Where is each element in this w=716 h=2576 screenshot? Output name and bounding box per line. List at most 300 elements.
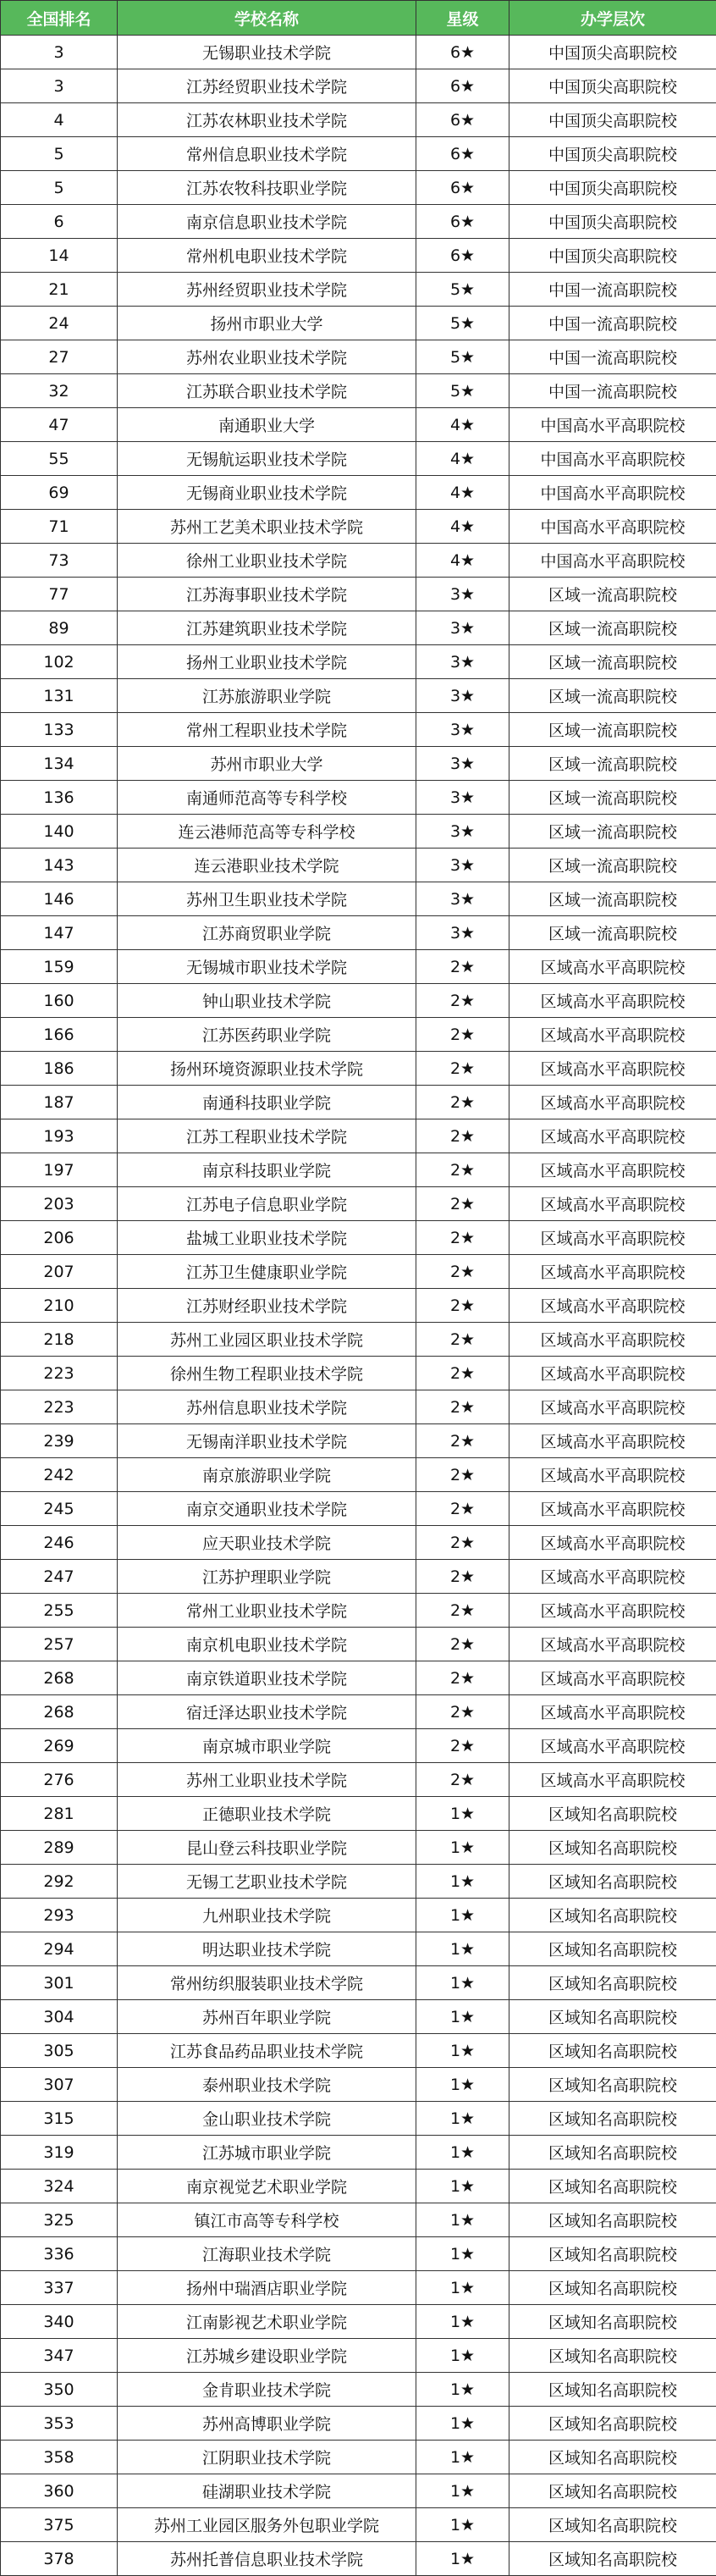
school-level-cell: 区域高水平高职院校 xyxy=(509,1357,716,1390)
school-level-cell: 区域高水平高职院校 xyxy=(509,1695,716,1729)
table-row xyxy=(1,137,716,171)
school-level-cell: 区域知名高职院校 xyxy=(509,2542,716,2576)
rank-cell: 6 xyxy=(1,205,118,239)
star-level-cell: 4★ xyxy=(416,408,509,442)
star-level-cell: 1★ xyxy=(416,2339,509,2373)
table-row xyxy=(1,307,716,340)
rank-cell: 32 xyxy=(1,374,118,408)
school-name-cell: 苏州经贸职业技术学院 xyxy=(118,273,416,307)
rank-cell: 206 xyxy=(1,1221,118,1255)
school-level-cell: 区域高水平高职院校 xyxy=(509,1289,716,1323)
star-level-cell: 1★ xyxy=(416,2305,509,2339)
table-row xyxy=(1,1323,716,1357)
rank-cell: 197 xyxy=(1,1153,118,1187)
table-row xyxy=(1,1661,716,1695)
table-row xyxy=(1,747,716,781)
table-row xyxy=(1,1763,716,1797)
school-level-cell: 区域知名高职院校 xyxy=(509,2474,716,2508)
school-name-cell: 镇江市高等专科学校 xyxy=(118,2203,416,2237)
star-level-cell: 1★ xyxy=(416,1966,509,2000)
star-level-cell: 4★ xyxy=(416,476,509,510)
table-row xyxy=(1,2407,716,2441)
star-level-cell: 2★ xyxy=(416,1661,509,1695)
table-row xyxy=(1,510,716,544)
rank-cell: 337 xyxy=(1,2271,118,2305)
rank-cell: 14 xyxy=(1,239,118,273)
star-level-cell: 1★ xyxy=(416,2271,509,2305)
school-level-cell: 中国顶尖高职院校 xyxy=(509,137,716,171)
table-row xyxy=(1,950,716,984)
table-row xyxy=(1,2508,716,2542)
rank-cell: 134 xyxy=(1,747,118,781)
star-level-cell: 2★ xyxy=(416,1153,509,1187)
school-name-cell: 南京信息职业技术学院 xyxy=(118,205,416,239)
school-name-cell: 苏州百年职业学院 xyxy=(118,2000,416,2034)
school-name-cell: 江苏财经职业技术学院 xyxy=(118,1289,416,1323)
school-name-cell: 苏州工业园区服务外包职业学院 xyxy=(118,2508,416,2542)
school-level-cell: 区域一流高职院校 xyxy=(509,815,716,849)
rank-cell: 218 xyxy=(1,1323,118,1357)
school-level-cell: 区域高水平高职院校 xyxy=(509,1628,716,1661)
star-level-cell: 3★ xyxy=(416,611,509,645)
school-level-cell: 中国高水平高职院校 xyxy=(509,442,716,476)
school-name-cell: 江苏工程职业技术学院 xyxy=(118,1119,416,1153)
rank-cell: 378 xyxy=(1,2542,118,2576)
star-level-cell: 2★ xyxy=(416,1289,509,1323)
school-level-cell: 区域知名高职院校 xyxy=(509,1797,716,1831)
school-level-cell: 区域高水平高职院校 xyxy=(509,1492,716,1526)
school-level-cell: 区域一流高职院校 xyxy=(509,679,716,713)
table-row xyxy=(1,2170,716,2203)
school-level-cell: 区域一流高职院校 xyxy=(509,781,716,815)
star-level-cell: 3★ xyxy=(416,747,509,781)
school-name-cell: 苏州工艺美术职业技术学院 xyxy=(118,510,416,544)
school-level-cell: 区域知名高职院校 xyxy=(509,2034,716,2068)
school-level-cell: 区域知名高职院校 xyxy=(509,2170,716,2203)
star-level-cell: 2★ xyxy=(416,1526,509,1560)
table-header xyxy=(1,1,716,36)
school-name-cell: 南京铁道职业技术学院 xyxy=(118,1661,416,1695)
table-row xyxy=(1,1526,716,1560)
school-name-cell: 常州工业职业技术学院 xyxy=(118,1594,416,1628)
school-level-cell: 区域高水平高职院校 xyxy=(509,1153,716,1187)
school-name-cell: 连云港职业技术学院 xyxy=(118,849,416,882)
table-row xyxy=(1,1865,716,1899)
school-name-cell: 常州纺织服装职业技术学院 xyxy=(118,1966,416,2000)
school-level-cell: 区域知名高职院校 xyxy=(509,2373,716,2407)
rank-cell: 247 xyxy=(1,1560,118,1594)
star-level-cell: 3★ xyxy=(416,645,509,679)
school-level-cell: 区域高水平高职院校 xyxy=(509,1086,716,1119)
school-name-cell: 南京交通职业技术学院 xyxy=(118,1492,416,1526)
school-level-cell: 区域一流高职院校 xyxy=(509,645,716,679)
school-name-cell: 扬州中瑞酒店职业学院 xyxy=(118,2271,416,2305)
table-row xyxy=(1,205,716,239)
star-level-cell: 1★ xyxy=(416,2102,509,2136)
school-name-cell: 泰州职业技术学院 xyxy=(118,2068,416,2102)
table-row xyxy=(1,103,716,137)
star-level-cell: 5★ xyxy=(416,307,509,340)
school-level-cell: 中国高水平高职院校 xyxy=(509,476,716,510)
header-rank: 全国排名 xyxy=(1,1,118,36)
star-level-cell: 6★ xyxy=(416,103,509,137)
table-body xyxy=(1,36,716,2576)
rank-cell: 207 xyxy=(1,1255,118,1289)
school-level-cell: 区域高水平高职院校 xyxy=(509,1052,716,1086)
school-name-cell: 江苏医药职业学院 xyxy=(118,1018,416,1052)
star-level-cell: 2★ xyxy=(416,1052,509,1086)
star-level-cell: 2★ xyxy=(416,1357,509,1390)
star-level-cell: 1★ xyxy=(416,2542,509,2576)
rank-cell: 375 xyxy=(1,2508,118,2542)
table-row xyxy=(1,849,716,882)
rank-cell: 47 xyxy=(1,408,118,442)
star-level-cell: 1★ xyxy=(416,2136,509,2170)
school-level-cell: 区域一流高职院校 xyxy=(509,916,716,950)
school-level-cell: 区域知名高职院校 xyxy=(509,2000,716,2034)
table-row xyxy=(1,1695,716,1729)
rank-cell: 193 xyxy=(1,1119,118,1153)
rank-cell: 268 xyxy=(1,1661,118,1695)
star-level-cell: 1★ xyxy=(416,2237,509,2271)
star-level-cell: 2★ xyxy=(416,1018,509,1052)
table-row xyxy=(1,1086,716,1119)
school-level-cell: 区域一流高职院校 xyxy=(509,713,716,747)
school-name-cell: 苏州工业园区职业技术学院 xyxy=(118,1323,416,1357)
school-name-cell: 徐州生物工程职业技术学院 xyxy=(118,1357,416,1390)
star-level-cell: 1★ xyxy=(416,2373,509,2407)
star-level-cell: 2★ xyxy=(416,1255,509,1289)
school-level-cell: 中国高水平高职院校 xyxy=(509,510,716,544)
school-name-cell: 金山职业技术学院 xyxy=(118,2102,416,2136)
table-row xyxy=(1,1289,716,1323)
rank-cell: 242 xyxy=(1,1458,118,1492)
school-level-cell: 区域高水平高职院校 xyxy=(509,1526,716,1560)
school-name-cell: 南通科技职业学院 xyxy=(118,1086,416,1119)
rank-cell: 102 xyxy=(1,645,118,679)
school-name-cell: 江苏卫生健康职业学院 xyxy=(118,1255,416,1289)
school-name-cell: 江苏联合职业技术学院 xyxy=(118,374,416,408)
school-name-cell: 常州信息职业技术学院 xyxy=(118,137,416,171)
rank-cell: 358 xyxy=(1,2441,118,2474)
school-name-cell: 无锡城市职业技术学院 xyxy=(118,950,416,984)
table-row xyxy=(1,340,716,374)
table-row xyxy=(1,1357,716,1390)
rank-cell: 133 xyxy=(1,713,118,747)
table-row xyxy=(1,1797,716,1831)
table-row xyxy=(1,1052,716,1086)
star-level-cell: 2★ xyxy=(416,1695,509,1729)
school-name-cell: 江海职业技术学院 xyxy=(118,2237,416,2271)
school-level-cell: 区域知名高职院校 xyxy=(509,1831,716,1865)
star-level-cell: 3★ xyxy=(416,849,509,882)
school-name-cell: 江苏电子信息职业学院 xyxy=(118,1187,416,1221)
star-level-cell: 2★ xyxy=(416,1729,509,1763)
rank-cell: 73 xyxy=(1,544,118,578)
table-row xyxy=(1,1255,716,1289)
header-star-level: 星级 xyxy=(416,1,509,36)
table-row xyxy=(1,2136,716,2170)
school-name-cell: 苏州托普信息职业技术学院 xyxy=(118,2542,416,2576)
school-name-cell: 江苏海事职业技术学院 xyxy=(118,578,416,611)
rank-cell: 269 xyxy=(1,1729,118,1763)
school-name-cell: 无锡商业职业技术学院 xyxy=(118,476,416,510)
rank-cell: 268 xyxy=(1,1695,118,1729)
table-row xyxy=(1,916,716,950)
school-level-cell: 区域知名高职院校 xyxy=(509,2508,716,2542)
school-name-cell: 苏州卫生职业技术学院 xyxy=(118,882,416,916)
rank-cell: 246 xyxy=(1,1526,118,1560)
school-level-cell: 区域一流高职院校 xyxy=(509,747,716,781)
school-name-cell: 江苏经贸职业技术学院 xyxy=(118,69,416,103)
star-level-cell: 1★ xyxy=(416,1797,509,1831)
star-level-cell: 1★ xyxy=(416,2508,509,2542)
rank-cell: 353 xyxy=(1,2407,118,2441)
school-level-cell: 区域一流高职院校 xyxy=(509,578,716,611)
table-row xyxy=(1,1729,716,1763)
rank-cell: 143 xyxy=(1,849,118,882)
school-name-cell: 常州机电职业技术学院 xyxy=(118,239,416,273)
table-row xyxy=(1,1458,716,1492)
rank-cell: 360 xyxy=(1,2474,118,2508)
school-level-cell: 区域知名高职院校 xyxy=(509,2203,716,2237)
school-level-cell: 区域高水平高职院校 xyxy=(509,1560,716,1594)
school-level-cell: 区域知名高职院校 xyxy=(509,2136,716,2170)
table-row xyxy=(1,1187,716,1221)
table-row xyxy=(1,69,716,103)
school-name-cell: 无锡职业技术学院 xyxy=(118,36,416,69)
star-level-cell: 2★ xyxy=(416,1424,509,1458)
star-level-cell: 2★ xyxy=(416,1221,509,1255)
rank-cell: 245 xyxy=(1,1492,118,1526)
table-row xyxy=(1,408,716,442)
school-level-cell: 区域高水平高职院校 xyxy=(509,984,716,1018)
school-level-cell: 区域知名高职院校 xyxy=(509,2441,716,2474)
table-row xyxy=(1,2339,716,2373)
rank-cell: 24 xyxy=(1,307,118,340)
rank-cell: 324 xyxy=(1,2170,118,2203)
star-level-cell: 3★ xyxy=(416,713,509,747)
school-name-cell: 无锡南洋职业技术学院 xyxy=(118,1424,416,1458)
star-level-cell: 1★ xyxy=(416,2474,509,2508)
rank-cell: 3 xyxy=(1,69,118,103)
school-name-cell: 南京旅游职业学院 xyxy=(118,1458,416,1492)
table-row xyxy=(1,1966,716,2000)
rank-cell: 340 xyxy=(1,2305,118,2339)
table-row xyxy=(1,2203,716,2237)
rank-cell: 71 xyxy=(1,510,118,544)
school-name-cell: 无锡航运职业技术学院 xyxy=(118,442,416,476)
school-name-cell: 无锡工艺职业技术学院 xyxy=(118,1865,416,1899)
school-name-cell: 江苏城乡建设职业学院 xyxy=(118,2339,416,2373)
school-level-cell: 中国一流高职院校 xyxy=(509,374,716,408)
table-row xyxy=(1,2373,716,2407)
table-row xyxy=(1,171,716,205)
rank-cell: 304 xyxy=(1,2000,118,2034)
school-level-cell: 中国顶尖高职院校 xyxy=(509,69,716,103)
table-row xyxy=(1,2237,716,2271)
star-level-cell: 6★ xyxy=(416,36,509,69)
table-row xyxy=(1,442,716,476)
table-row xyxy=(1,2542,716,2576)
school-name-cell: 江苏护理职业学院 xyxy=(118,1560,416,1594)
school-level-cell: 区域高水平高职院校 xyxy=(509,1255,716,1289)
rank-cell: 289 xyxy=(1,1831,118,1865)
star-level-cell: 6★ xyxy=(416,69,509,103)
table-row xyxy=(1,1221,716,1255)
header-school-level: 办学层次 xyxy=(509,1,716,36)
star-level-cell: 2★ xyxy=(416,1323,509,1357)
school-name-cell: 昆山登云科技职业学院 xyxy=(118,1831,416,1865)
school-level-cell: 区域知名高职院校 xyxy=(509,2271,716,2305)
star-level-cell: 2★ xyxy=(416,950,509,984)
school-level-cell: 区域高水平高职院校 xyxy=(509,1323,716,1357)
rank-cell: 5 xyxy=(1,171,118,205)
school-name-cell: 扬州市职业大学 xyxy=(118,307,416,340)
star-level-cell: 2★ xyxy=(416,1390,509,1424)
rank-cell: 350 xyxy=(1,2373,118,2407)
table-row xyxy=(1,2000,716,2034)
star-level-cell: 1★ xyxy=(416,2068,509,2102)
school-level-cell: 中国一流高职院校 xyxy=(509,307,716,340)
star-level-cell: 5★ xyxy=(416,273,509,307)
table-row xyxy=(1,1119,716,1153)
star-level-cell: 2★ xyxy=(416,984,509,1018)
rank-cell: 223 xyxy=(1,1357,118,1390)
school-level-cell: 区域一流高职院校 xyxy=(509,611,716,645)
star-level-cell: 2★ xyxy=(416,1119,509,1153)
school-level-cell: 区域高水平高职院校 xyxy=(509,1187,716,1221)
star-level-cell: 4★ xyxy=(416,442,509,476)
school-level-cell: 中国顶尖高职院校 xyxy=(509,171,716,205)
school-level-cell: 区域知名高职院校 xyxy=(509,1966,716,2000)
star-level-cell: 1★ xyxy=(416,1899,509,1932)
school-level-cell: 区域知名高职院校 xyxy=(509,2237,716,2271)
table-row xyxy=(1,2474,716,2508)
school-name-cell: 南京机电职业技术学院 xyxy=(118,1628,416,1661)
rank-cell: 305 xyxy=(1,2034,118,2068)
school-name-cell: 江苏商贸职业学院 xyxy=(118,916,416,950)
school-level-cell: 区域一流高职院校 xyxy=(509,849,716,882)
star-level-cell: 3★ xyxy=(416,916,509,950)
school-name-cell: 苏州市职业大学 xyxy=(118,747,416,781)
star-level-cell: 5★ xyxy=(416,340,509,374)
star-level-cell: 1★ xyxy=(416,2170,509,2203)
school-name-cell: 明达职业技术学院 xyxy=(118,1932,416,1966)
school-name-cell: 苏州工业职业技术学院 xyxy=(118,1763,416,1797)
rank-cell: 131 xyxy=(1,679,118,713)
header-row xyxy=(1,1,716,36)
rank-cell: 159 xyxy=(1,950,118,984)
rank-cell: 4 xyxy=(1,103,118,137)
school-name-cell: 苏州农业职业技术学院 xyxy=(118,340,416,374)
rank-cell: 325 xyxy=(1,2203,118,2237)
school-level-cell: 区域高水平高职院校 xyxy=(509,1390,716,1424)
rank-cell: 77 xyxy=(1,578,118,611)
school-name-cell: 常州工程职业技术学院 xyxy=(118,713,416,747)
school-level-cell: 区域知名高职院校 xyxy=(509,2305,716,2339)
school-level-cell: 区域高水平高职院校 xyxy=(509,1424,716,1458)
star-level-cell: 2★ xyxy=(416,1458,509,1492)
star-level-cell: 2★ xyxy=(416,1086,509,1119)
school-level-cell: 区域高水平高职院校 xyxy=(509,1221,716,1255)
school-level-cell: 中国顶尖高职院校 xyxy=(509,239,716,273)
school-name-cell: 金肯职业技术学院 xyxy=(118,2373,416,2407)
school-name-cell: 九州职业技术学院 xyxy=(118,1899,416,1932)
rank-cell: 255 xyxy=(1,1594,118,1628)
rank-cell: 21 xyxy=(1,273,118,307)
school-level-cell: 区域高水平高职院校 xyxy=(509,1119,716,1153)
school-name-cell: 徐州工业职业技术学院 xyxy=(118,544,416,578)
star-level-cell: 5★ xyxy=(416,374,509,408)
school-level-cell: 中国顶尖高职院校 xyxy=(509,103,716,137)
star-level-cell: 6★ xyxy=(416,171,509,205)
star-level-cell: 3★ xyxy=(416,781,509,815)
table-row xyxy=(1,645,716,679)
star-level-cell: 1★ xyxy=(416,2203,509,2237)
rank-cell: 276 xyxy=(1,1763,118,1797)
table-row xyxy=(1,36,716,69)
star-level-cell: 6★ xyxy=(416,137,509,171)
table-row xyxy=(1,273,716,307)
star-level-cell: 3★ xyxy=(416,815,509,849)
school-level-cell: 区域知名高职院校 xyxy=(509,1899,716,1932)
school-level-cell: 中国顶尖高职院校 xyxy=(509,205,716,239)
star-level-cell: 1★ xyxy=(416,2441,509,2474)
school-level-cell: 区域知名高职院校 xyxy=(509,2068,716,2102)
school-level-cell: 中国顶尖高职院校 xyxy=(509,36,716,69)
table-row xyxy=(1,1424,716,1458)
table-row xyxy=(1,713,716,747)
rank-cell: 89 xyxy=(1,611,118,645)
school-name-cell: 江南影视艺术职业学院 xyxy=(118,2305,416,2339)
table-row xyxy=(1,1594,716,1628)
school-name-cell: 硅湖职业技术学院 xyxy=(118,2474,416,2508)
school-level-cell: 中国一流高职院校 xyxy=(509,340,716,374)
star-level-cell: 6★ xyxy=(416,239,509,273)
rank-cell: 27 xyxy=(1,340,118,374)
table-row xyxy=(1,1018,716,1052)
rank-cell: 293 xyxy=(1,1899,118,1932)
table-row xyxy=(1,2305,716,2339)
rank-cell: 319 xyxy=(1,2136,118,2170)
rank-cell: 146 xyxy=(1,882,118,916)
school-name-cell: 扬州环境资源职业技术学院 xyxy=(118,1052,416,1086)
table-row xyxy=(1,239,716,273)
header-school-name: 学校名称 xyxy=(118,1,416,36)
school-level-cell: 区域高水平高职院校 xyxy=(509,950,716,984)
rank-cell: 257 xyxy=(1,1628,118,1661)
school-name-cell: 苏州信息职业技术学院 xyxy=(118,1390,416,1424)
rank-cell: 347 xyxy=(1,2339,118,2373)
star-level-cell: 3★ xyxy=(416,882,509,916)
star-level-cell: 1★ xyxy=(416,1865,509,1899)
school-name-cell: 钟山职业技术学院 xyxy=(118,984,416,1018)
table-row xyxy=(1,2441,716,2474)
rank-cell: 166 xyxy=(1,1018,118,1052)
table-row xyxy=(1,2271,716,2305)
table-row xyxy=(1,1899,716,1932)
school-name-cell: 江苏旅游职业学院 xyxy=(118,679,416,713)
table-row xyxy=(1,2102,716,2136)
star-level-cell: 3★ xyxy=(416,578,509,611)
table-row xyxy=(1,815,716,849)
star-level-cell: 2★ xyxy=(416,1187,509,1221)
rank-cell: 3 xyxy=(1,36,118,69)
star-level-cell: 1★ xyxy=(416,1932,509,1966)
star-level-cell: 2★ xyxy=(416,1560,509,1594)
table-row xyxy=(1,611,716,645)
